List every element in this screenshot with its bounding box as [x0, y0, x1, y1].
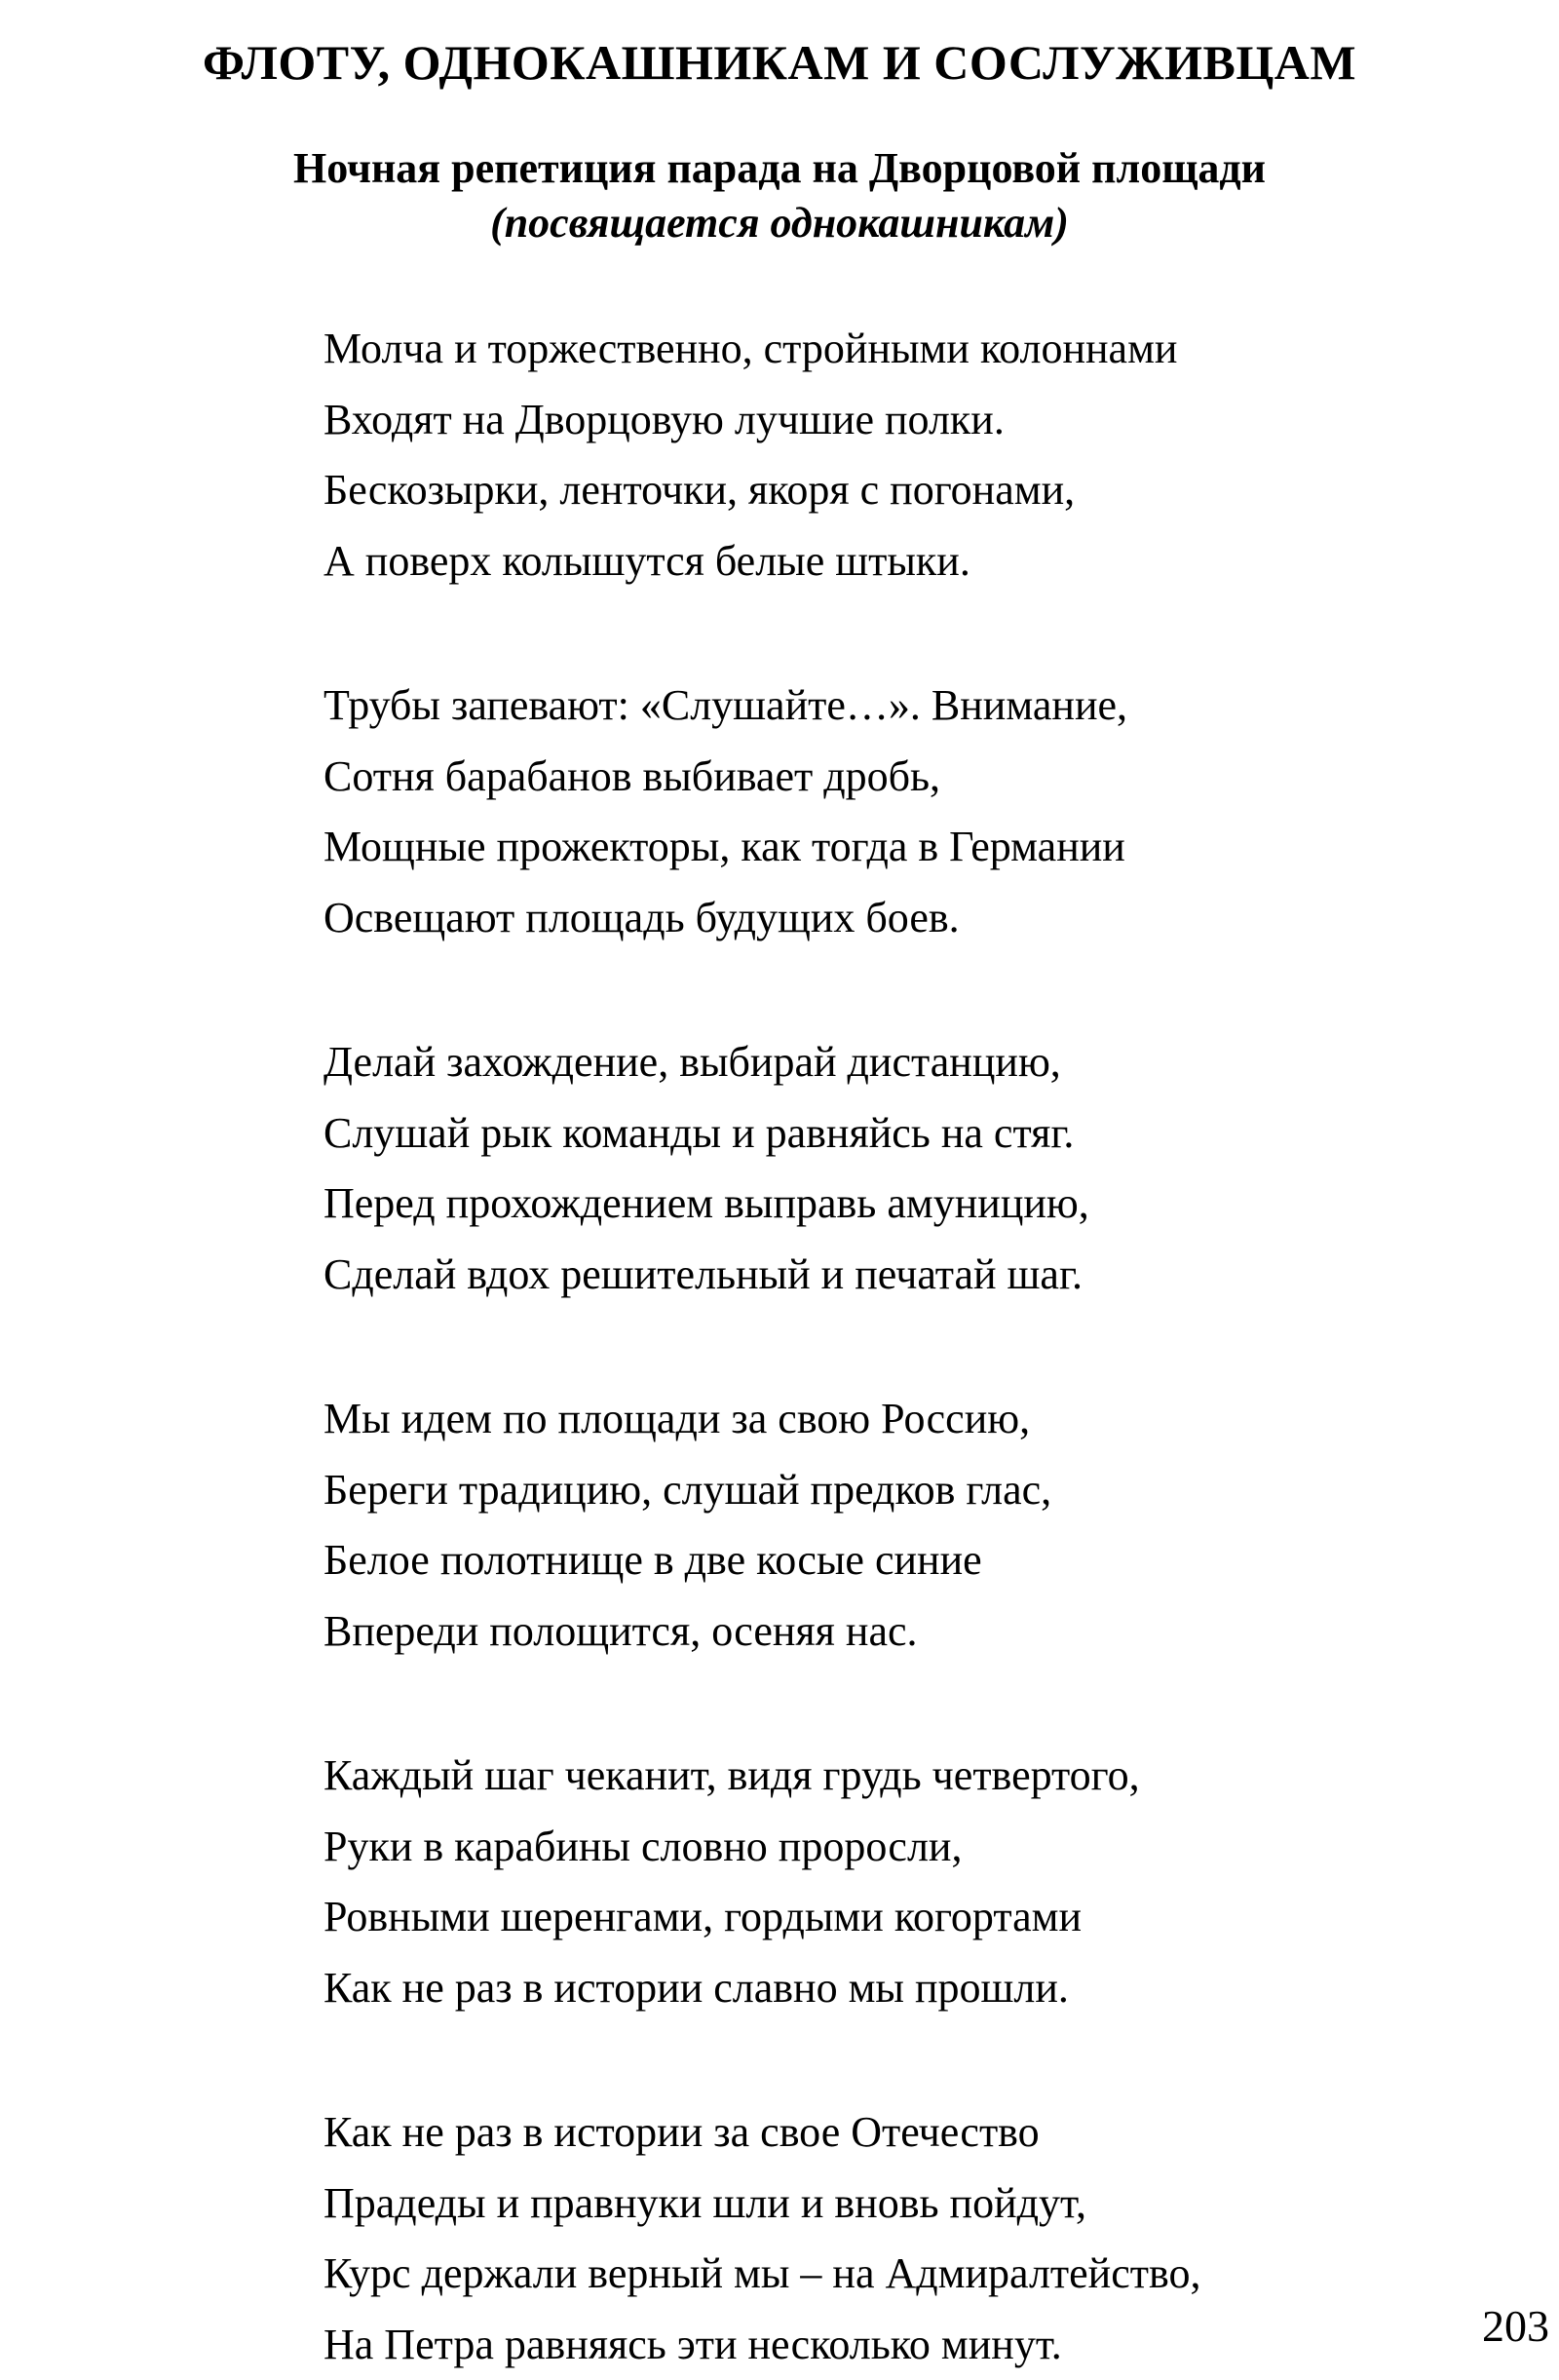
- poem-line: А поверх колышутся белые штыки.: [323, 526, 1444, 597]
- poem-line: Сделай вдох решительный и печатай шаг.: [323, 1240, 1444, 1311]
- poem-line: Бескозырки, ленточки, якоря с погонами,: [323, 455, 1444, 526]
- stanza-1: [323, 314, 1444, 596]
- poem-body: [323, 314, 1444, 2380]
- stanza-6: [323, 2097, 1444, 2380]
- poem-line: Прадеды и правнуки шли и вновь пойдут,: [323, 2169, 1444, 2240]
- poem-line: Сотня барабанов выбивает дробь,: [323, 742, 1444, 813]
- poem-title: Ночная репетиция парада на Дворцовой площади: [0, 141, 1559, 196]
- poem-line: Мощные прожекторы, как тогда в Германии: [323, 812, 1444, 883]
- stanza-3: [323, 1027, 1444, 1310]
- page-number: 203: [1482, 2299, 1549, 2354]
- poem-line: Береги традицию, слушай предков глас,: [323, 1455, 1444, 1526]
- poem-line: Ровными шеренгами, гордыми когортами: [323, 1882, 1444, 1953]
- poem-line: Слушай рык команды и равняйсь на стяг.: [323, 1098, 1444, 1170]
- stanza-4: [323, 1384, 1444, 1667]
- poem-line: Руки в карабины словно проросли,: [323, 1812, 1444, 1883]
- poem-line: Впереди полощится, осеняя нас.: [323, 1596, 1444, 1668]
- poem-line: Каждый шаг чеканит, видя грудь четвертого,: [323, 1741, 1444, 1812]
- stanza-2: [323, 671, 1444, 953]
- section-title: ФЛОТУ, ОДНОКАШНИКАМ И СОСЛУЖИВЦАМ: [0, 27, 1559, 97]
- poem-line: На Петра равняясь эти несколько минут.: [323, 2310, 1444, 2380]
- stanza-5: [323, 1741, 1444, 2023]
- poem-line: Перед прохождением выправь амуницию,: [323, 1169, 1444, 1240]
- poem-line: Мы идем по площади за свою Россию,: [323, 1384, 1444, 1455]
- poem-line: Молча и торжественно, стройными колоннами: [323, 314, 1444, 385]
- poem-line: Освещают площадь будущих боев.: [323, 883, 1444, 954]
- poem-dedication: (посвящается однокашникам): [0, 196, 1559, 250]
- poem-line: Как не раз в истории за свое Отечество: [323, 2097, 1444, 2169]
- poem-line: Как не раз в истории славно мы прошли.: [323, 1953, 1444, 2024]
- poem-line: Трубы запевают: «Слушайте…». Внимание,: [323, 671, 1444, 742]
- poem-line: Делай захождение, выбирай дистанцию,: [323, 1027, 1444, 1098]
- poem-line: Белое полотнище в две косые синие: [323, 1525, 1444, 1596]
- poem-line: Входят на Дворцовую лучшие полки.: [323, 385, 1444, 456]
- poem-line: Курс держали верный мы – на Адмиралтейство,: [323, 2239, 1444, 2310]
